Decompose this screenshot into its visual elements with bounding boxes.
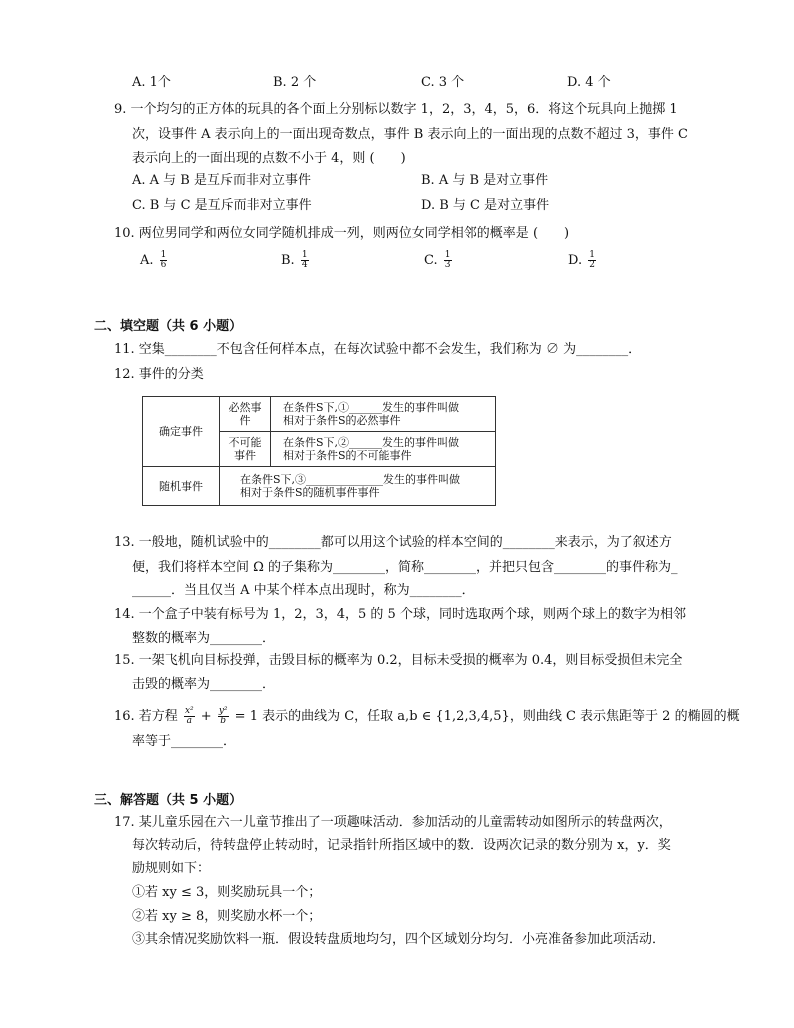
fraction-numerator: 1 xyxy=(589,250,595,260)
q10-option-c-fraction xyxy=(444,251,452,270)
sure-desc-line2: 相对于条件S的必然事件 xyxy=(283,414,401,427)
table-cell-certain-group: 确定事件 xyxy=(143,397,220,467)
q17-line3: 励规则如下： xyxy=(132,861,211,876)
q10-option-d-fraction xyxy=(588,251,596,270)
q9-line1: 9. 一个均匀的正方体的玩具的各个面上分别标以数字 1，2，3，4，5，6．将这个玩具向上抛掷 1 xyxy=(114,102,678,117)
plus-sign: + xyxy=(200,709,212,724)
q15-line1: 15. 一架飞机向目标投弹，击毁目标的概率为 0.2，目标未受损的概率为 0.4，则目标受损但未完全 xyxy=(114,653,683,668)
fraction-denominator: a xyxy=(186,716,192,726)
q17-rule3: ③其余情况奖励饮料一瓶．假设转盘质地均匀，四个区域划分均匀．小亮准备参加此项活动． xyxy=(132,932,666,947)
q9-option-b: B. A 与 B 是对立事件 xyxy=(421,173,549,188)
table-cell-sure-desc xyxy=(271,397,496,432)
q10-option-d xyxy=(568,251,598,270)
q9-option-a: A. A 与 B 是互斥而非对立事件 xyxy=(132,173,311,188)
q10-option-a-fraction xyxy=(160,251,168,270)
q10-option-b-label: B. xyxy=(281,253,295,268)
q17-rule2: ②若 xy ≥ 8，则奖励水杯一个； xyxy=(132,909,322,924)
q8-option-c: C. 3 个 xyxy=(421,75,465,90)
y-squared-over-b xyxy=(218,707,229,726)
q9-option-c: C. B 与 C 是互斥而非对立事件 xyxy=(132,198,312,213)
q10-option-b xyxy=(281,251,311,270)
fraction-denominator: 4 xyxy=(301,260,308,270)
q14-line2: 整数的概率为________． xyxy=(132,631,276,646)
q8-option-a: A. 1个 xyxy=(132,75,171,90)
q17-line1: 17. 某儿童乐园在六一儿童节推出了一项趣味活动．参加活动的儿童需转动如图所示的转盘两次， xyxy=(114,815,672,830)
rand-desc-line1: 在条件S下,③______________发生的事件叫做 xyxy=(240,473,461,486)
q8-option-d: D. 4 个 xyxy=(567,75,611,90)
q17-line2: 每次转动后，待转盘停止转动时，记录指针所指区域中的数．设两次记录的数分别为 x，y．奖 xyxy=(132,838,671,853)
q15-line2: 击毁的概率为________． xyxy=(132,677,276,692)
q10-option-c xyxy=(424,251,454,270)
q10-option-d-label: D. xyxy=(568,253,583,268)
fraction-denominator: 6 xyxy=(160,260,167,270)
q16-line2: 率等于________． xyxy=(132,734,237,749)
q14-line1: 14. 一个盒子中装有标号为 1，2，3，4，5 的 5 个球，同时选取两个球，则两个球上的数字为相邻 xyxy=(114,607,686,622)
sure-desc-line1: 在条件S下,①______发生的事件叫做 xyxy=(283,401,460,414)
fraction-denominator: 2 xyxy=(589,260,595,270)
fraction-denominator: b xyxy=(220,716,227,726)
section-3-heading: 三、解答题（共 5 小题） xyxy=(94,793,243,808)
imp-desc-line2: 相对于条件S的不可能事件 xyxy=(283,449,412,462)
event-classification-table xyxy=(142,396,496,506)
table-cell-impossible-desc xyxy=(271,432,496,467)
fraction-numerator: 1 xyxy=(301,250,308,260)
section-2-heading: 二、填空题（共 6 小题） xyxy=(94,319,243,334)
q9-line2: 次，设事件 A 表示向上的一面出现奇数点，事件 B 表示向上的一面出现的点数不超过 3，事件 C xyxy=(132,127,688,142)
q13-line1: 13. 一般地，随机试验中的________都可以用这个试验的样本空间的________来表示，为了叙述方 xyxy=(114,535,672,550)
fraction-numerator: 1 xyxy=(160,250,167,260)
q16-equation-rest: = 1 表示的曲线为 C，任取 a,b ∈ {1,2,3,4,5}，则曲线 C 表示焦距等于 2 的椭圆的概 xyxy=(234,709,740,724)
imp-desc-line1: 在条件S下,②______发生的事件叫做 xyxy=(283,436,460,449)
q11: 11. 空集________不包含任何样本点，在每次试验中都不会发生，我们称为 ∅ 为________． xyxy=(114,342,642,357)
q9-line3: 表示向上的一面出现的点数不小于 4，则 ( ) xyxy=(132,151,406,166)
table-cell-random-desc xyxy=(220,467,496,506)
q10-option-a-label: A. xyxy=(140,253,154,268)
q10-option-b-fraction xyxy=(301,251,309,270)
q16-prefix: 16. 若方程 xyxy=(114,709,178,724)
table-cell-impossible: 不可能事件 xyxy=(220,432,271,467)
fraction-numerator: x² xyxy=(184,706,194,716)
q9-option-d: D. B 与 C 是对立事件 xyxy=(421,198,550,213)
q16-line1 xyxy=(114,705,740,729)
q10-option-c-label: C. xyxy=(424,253,438,268)
q8-option-b: B. 2 个 xyxy=(273,75,317,90)
table-cell-random: 随机事件 xyxy=(143,467,220,506)
x-squared-over-a xyxy=(184,707,195,726)
q10-option-a xyxy=(140,251,169,270)
fraction-numerator: 1 xyxy=(444,250,451,260)
rand-desc-line2: 相对于条件S的随机事件事件 xyxy=(240,486,380,499)
fraction-denominator: 3 xyxy=(444,260,451,270)
q10-stem: 10. 两位男同学和两位女同学随机排成一列，则两位女同学相邻的概率是 ( ) xyxy=(114,226,570,241)
q17-rule1: ①若 xy ≤ 3，则奖励玩具一个； xyxy=(132,885,322,900)
fraction-numerator: y² xyxy=(218,706,228,716)
q13-line3: ______．当且仅当 A 中某个样本点出现时，称为________． xyxy=(132,583,475,598)
q13-line2: 便，我们将样本空间 Ω 的子集称为________，简称________，并把只包含________的事件称为_ xyxy=(132,560,678,575)
q12-title: 12. 事件的分类 xyxy=(114,367,204,382)
table-cell-sure: 必然事件 xyxy=(220,397,271,432)
